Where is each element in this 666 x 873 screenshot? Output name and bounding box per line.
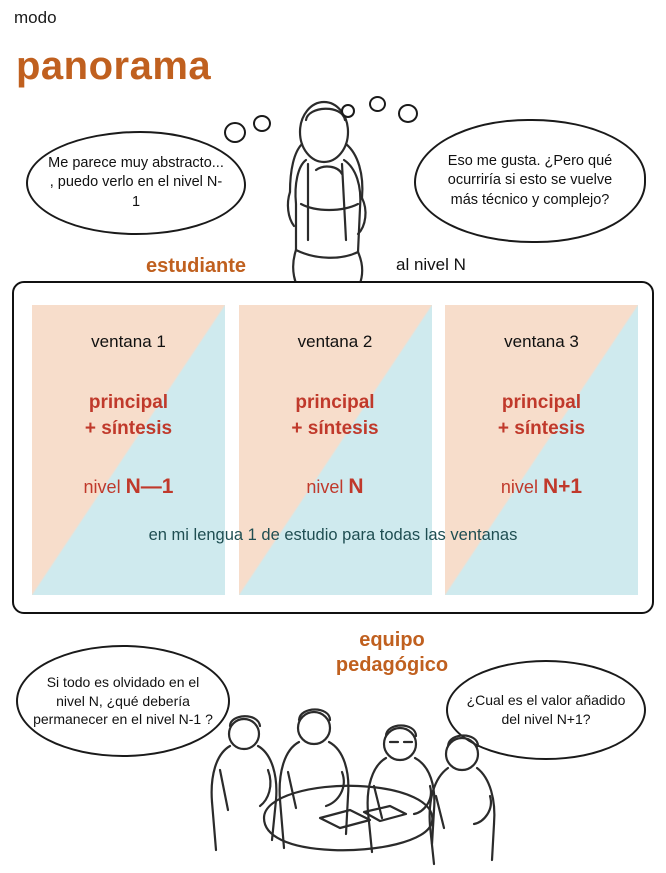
window-3-level — [445, 475, 638, 499]
thought-bubble-top-left-text: Me parece muy abstracto... , puedo verlo en el nivel N-1 — [48, 154, 224, 210]
window-2-level — [239, 475, 432, 499]
window-1-main — [32, 390, 225, 441]
thought-dot-icon — [369, 96, 386, 112]
thought-bubble-bottom-left — [16, 645, 230, 757]
window-1-level-prefix: nivel — [83, 477, 126, 497]
windows-row — [32, 305, 638, 595]
window-1-main-line2: + síntesis — [84, 417, 173, 439]
window-3-level-value: N+1 — [542, 475, 583, 498]
window-card-1[interactable] — [32, 305, 225, 595]
window-2-level-prefix: nivel — [306, 477, 349, 497]
window-1-main-line1: principal — [88, 392, 169, 413]
window-3-main-line2: + síntesis — [497, 417, 586, 439]
thought-dot-icon — [224, 122, 246, 143]
student-level-label: al nivel N — [396, 255, 466, 274]
thought-dot-icon — [253, 115, 271, 132]
student-figure-icon — [246, 100, 416, 305]
window-1-title: ventana 1 — [91, 332, 166, 351]
window-3-title: ventana 3 — [504, 332, 579, 351]
window-3-level-prefix: nivel — [500, 477, 543, 497]
mode-label: modo — [14, 8, 57, 27]
thought-dot-icon — [398, 104, 418, 123]
window-1-level-value: N—1 — [125, 475, 174, 498]
thought-bubble-top-left — [26, 131, 246, 235]
thought-bubble-bottom-left-text: Si todo es olvidado en el nivel N, ¿qué debería permanecer en el nivel N-1 ? — [33, 673, 213, 728]
thought-bubble-bottom-right — [446, 660, 646, 760]
thought-bubble-top-right-text: Eso me gusta. ¿Pero qué ocurriría si esto se vuelve más técnico y complejo? — [447, 152, 613, 208]
window-card-2[interactable] — [239, 305, 432, 595]
windows-panel — [12, 281, 654, 614]
panel-footer-text: en mi lengua 1 de estudio para todas las ventanas — [148, 526, 518, 544]
window-3-main-line1: principal — [501, 392, 582, 413]
role-label-student: estudiante — [146, 255, 247, 277]
window-card-3[interactable] — [445, 305, 638, 595]
window-1-level — [32, 475, 225, 499]
window-2-main-line2: + síntesis — [291, 417, 379, 439]
window-2-level-value: N — [348, 475, 364, 498]
thought-bubble-bottom-right-text: ¿Cual es el valor añadido del nivel N+1? — [466, 692, 626, 727]
window-2-title: ventana 2 — [297, 332, 373, 351]
window-3-main — [445, 390, 638, 441]
role-label-team-line1: equipo — [359, 629, 425, 651]
page-title: panorama — [16, 44, 212, 88]
window-2-main — [239, 390, 432, 441]
role-label-team — [297, 628, 487, 678]
thought-bubble-top-right — [414, 119, 646, 243]
window-2-main-line1: principal — [295, 392, 375, 413]
thought-dot-icon — [341, 104, 355, 118]
role-label-team-line2: pedagógico — [335, 654, 449, 676]
